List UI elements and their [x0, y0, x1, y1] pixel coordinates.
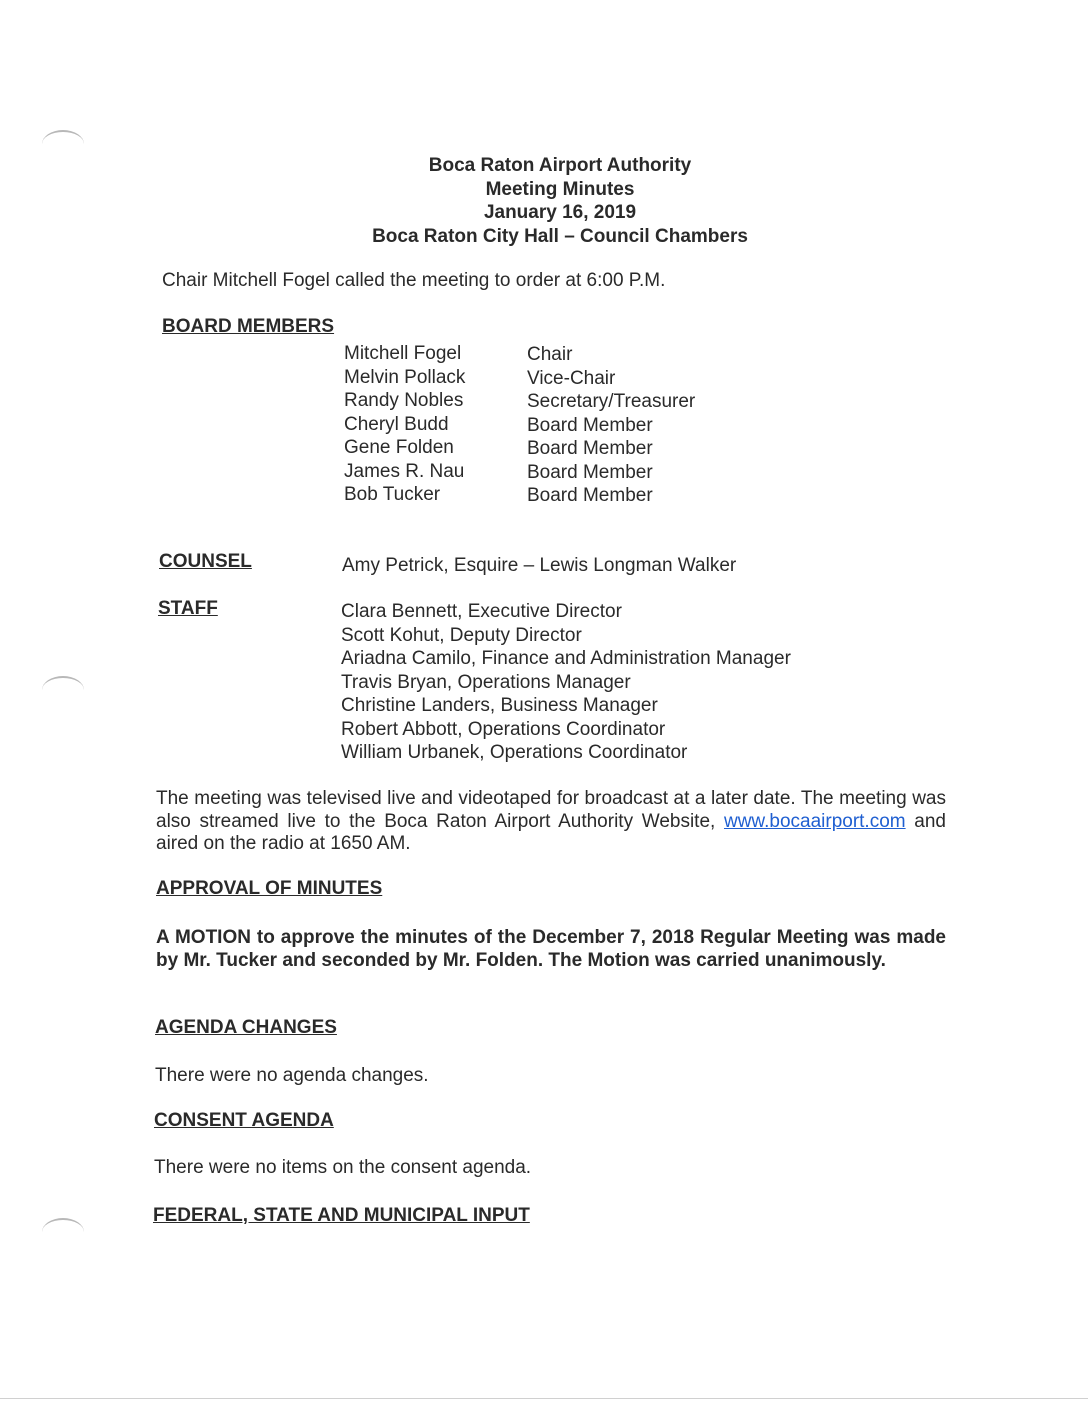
counsel-text: Amy Petrick, Esquire – Lewis Longman Walker — [342, 555, 737, 576]
board-member-name: Bob Tucker — [344, 484, 441, 505]
board-members-names — [344, 342, 465, 507]
meeting-location: Boca Raton City Hall – Council Chambers — [372, 225, 748, 247]
broadcast-text-before: The meeting was televised live and videotaped for broadcast at a later date. The meeting was also streamed live to the Boca Raton Airport Authority Website, — [156, 788, 946, 832]
board-member-name: Randy Nobles — [344, 390, 464, 411]
website-link[interactable]: www.bocaairport.com — [723, 810, 906, 832]
board-member-role: Board Member — [527, 485, 653, 506]
staff-member: Travis Bryan, Operations Manager — [341, 671, 631, 693]
broadcast-text-after: and aired on the radio at 1650 AM. — [156, 810, 946, 854]
meeting-date: January 16, 2019 — [483, 202, 637, 223]
board-member-name: Cheryl Budd — [344, 413, 449, 435]
staff-member: Clara Bennett, Executive Director — [341, 601, 622, 622]
board-member-name: Mitchell Fogel — [344, 343, 462, 364]
scan-edge-line — [0, 1398, 1088, 1399]
staff-member: Robert Abbott, Operations Coordinator — [341, 718, 666, 740]
consent-agenda-heading: CONSENT AGENDA — [154, 1110, 334, 1131]
board-members-heading: BOARD MEMBERS — [162, 316, 335, 337]
board-member-name: Melvin Pollack — [344, 366, 466, 388]
document-type: Meeting Minutes — [485, 178, 635, 200]
staff-member: William Urbanek, Operations Coordinator — [341, 742, 688, 763]
staff-member: Christine Landers, Business Manager — [341, 695, 658, 716]
board-member-role: Board Member — [527, 414, 653, 436]
counsel-heading: COUNSEL — [159, 551, 252, 572]
consent-agenda-text: There were no items on the consent agenda. — [154, 1157, 532, 1178]
document-title-block — [300, 154, 820, 248]
organization-name: Boca Raton Airport Authority — [428, 155, 692, 176]
broadcast-paragraph — [156, 788, 946, 856]
staff-list — [341, 600, 791, 765]
board-member-role: Chair — [527, 344, 573, 365]
agenda-changes-heading: AGENDA CHANGES — [155, 1017, 337, 1038]
board-member-role: Vice-Chair — [527, 367, 616, 389]
approval-motion-text: A MOTION to approve the minutes of the December 7, 2018 Regular Meeting was made by Mr. Tucker and seconded by Mr. Folden. The Motion was carried unanimously. — [156, 927, 946, 971]
approval-of-minutes-heading: APPROVAL OF MINUTES — [156, 878, 383, 899]
board-members-roles — [527, 343, 695, 508]
staff-heading: STAFF — [158, 598, 218, 619]
board-member-role: Board Member — [527, 461, 653, 483]
board-member-name: Gene Folden — [344, 437, 454, 458]
call-to-order-text: Chair Mitchell Fogel called the meeting to order at 6:00 P.M. — [162, 270, 666, 291]
agenda-changes-text: There were no agenda changes. — [155, 1065, 429, 1086]
staff-member: Scott Kohut, Deputy Director — [341, 624, 582, 646]
board-member-role: Board Member — [527, 438, 653, 459]
punch-hole-mark-top — [42, 130, 84, 158]
board-member-name: James R. Nau — [344, 460, 465, 482]
punch-hole-mark-middle — [42, 676, 84, 704]
punch-hole-mark-bottom — [42, 1218, 84, 1246]
federal-state-municipal-input-heading: FEDERAL, STATE AND MUNICIPAL INPUT — [153, 1205, 530, 1226]
staff-member: Ariadna Camilo, Finance and Administration Manager — [341, 648, 791, 669]
board-member-role: Secretary/Treasurer — [527, 391, 696, 412]
